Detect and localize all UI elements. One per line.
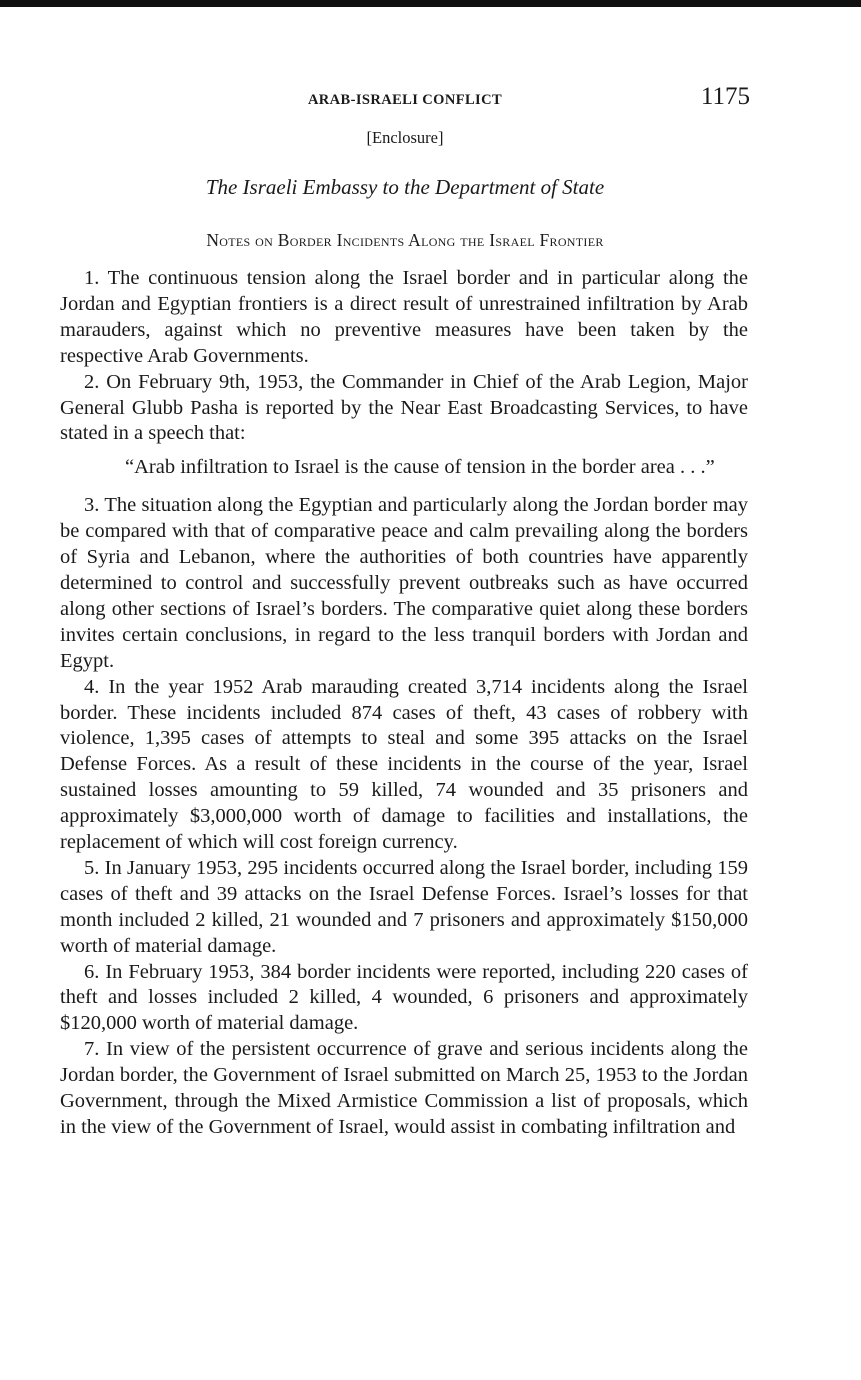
top-border-rule bbox=[0, 0, 861, 7]
section-heading: Notes on Border Incidents Along the Israel Frontier bbox=[206, 230, 604, 250]
page-number: 1175 bbox=[700, 83, 750, 110]
paragraph-7: 7. In view of the persistent occurrence of grave and serious incidents along the Jordan border, the Government of Israel submitted on March 25, 1953 to the Jordan Government, through the Mixed Armistice Commission a list of proposals, which in the view of the Government of Israel, would assist in combating infiltration and bbox=[60, 1038, 748, 1138]
block-quote: “Arab infiltration to Israel is the cause of tension in the border area . . .” bbox=[125, 456, 715, 479]
paragraph-5: 5. In January 1953, 295 incidents occurred along the Israel border, including 159 cases of theft and 39 attacks on the Israel Defense Forces. Israel’s losses for that month included 2 killed, 21 wounded and 7 prisoners and approximately $150,000 worth of material damage. bbox=[60, 856, 748, 957]
running-header bbox=[60, 83, 750, 120]
running-title: ARAB-ISRAELI CONFLICT bbox=[307, 92, 503, 108]
paragraph-3: 3. The situation along the Egyptian and particularly along the Jordan border may be compared with that of comparative peace and calm prevailing along the borders of Syria and Lebanon, where the authorities of both countries have apparently determined to control and successfully prevent outbreaks such as have occurred along other sections of Israel’s borders. The comparative quiet along these borders invites certain conclusions, in regard to the less tranquil borders with Jordan and Egypt. bbox=[60, 494, 748, 672]
paragraph-1: 1. The continuous tension along the Israel border and in particular along the Jordan and Egyptian frontiers is a direct result of unrestrained infiltration by Arab marauders, against which no preventive measures have been taken by the respective Arab Governments. bbox=[60, 267, 748, 367]
paragraph-6: 6. In February 1953, 384 border incidents were reported, including 220 cases of theft and losses included 2 killed, 4 wounded, 6 prisoners and approximately $120,000 worth of material damage. bbox=[60, 960, 748, 1035]
paragraph-4: 4. In the year 1952 Arab marauding created 3,714 incidents along the Israel border. These incidents included 874 cases of theft, 43 cases of robbery with violence, 1,395 cases of attempts to steal and some 395 attacks on the Israel Defense Forces. As a result of these incidents in the course of the year, Israel sustained losses amounting to 59 killed, 74 wounded and 35 prisoners and approximately $3,000,000 worth of damage to facilities and installations, the replacement of which will cost foreign currency. bbox=[60, 675, 748, 854]
enclosure-label: [Enclosure] bbox=[366, 128, 444, 147]
document-title: The Israeli Embassy to the Department of State bbox=[205, 175, 605, 199]
paragraph-2: 2. On February 9th, 1953, the Commander in Chief of the Arab Legion, Major General Glubb Pasha is reported by the Near East Broadcasting Services, to have stated in a speech that: bbox=[60, 370, 748, 445]
document-body bbox=[60, 266, 748, 1141]
